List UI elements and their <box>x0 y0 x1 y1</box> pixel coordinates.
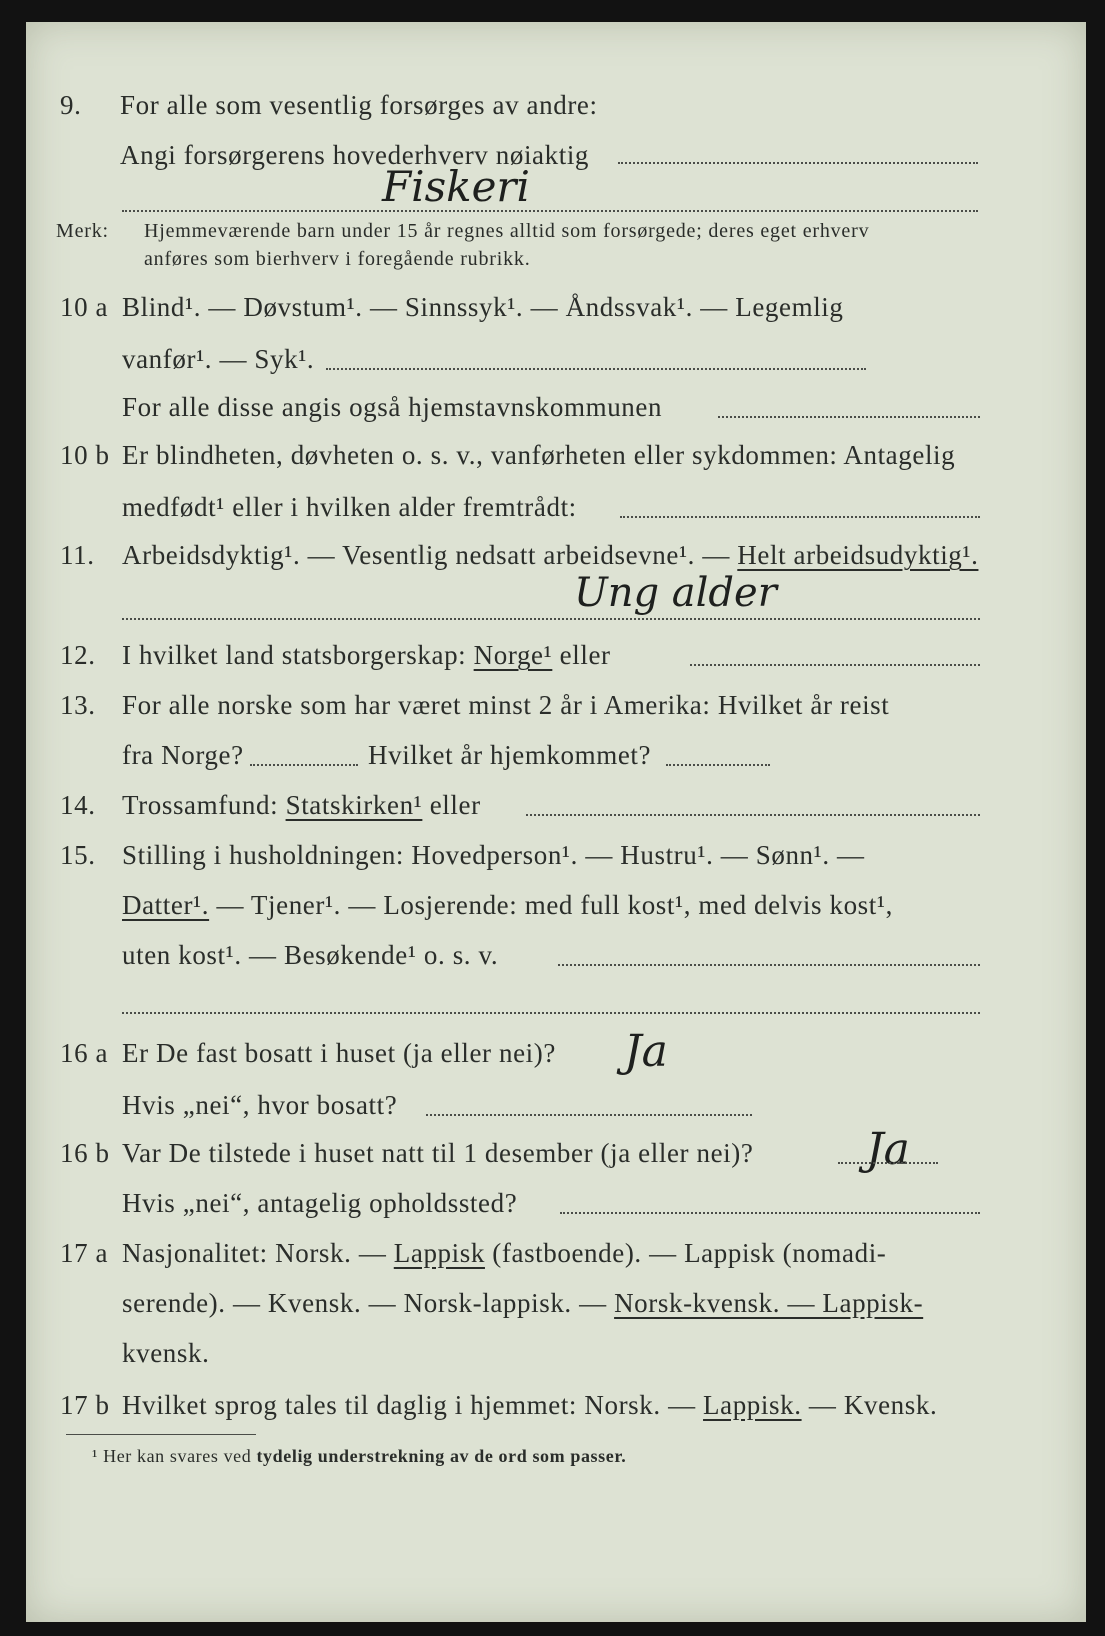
q17a-underlined-option2: Norsk-kvensk. — Lappisk- <box>614 1288 924 1318</box>
q12-text: I hvilket land statsborgerskap: <box>122 640 474 670</box>
q13-line2b: Hvilket år hjemkommet? <box>368 740 652 770</box>
q16b-number: 16 b <box>60 1138 110 1168</box>
q10b-line1: Er blindheten, døvheten o. s. v., vanførheten eller sykdommen: Antagelig <box>122 440 956 470</box>
q9-answer-line1 <box>618 162 978 164</box>
q16b-line1: Var De tilstede i huset natt til 1 desember (ja eller nei)? <box>122 1138 754 1168</box>
q17b-underlined-option: Lappisk. <box>703 1390 802 1420</box>
q17b-text-end: — Kvensk. <box>801 1390 938 1420</box>
q14-text-end: eller <box>422 790 481 820</box>
q15-line2: — Tjener¹. — Losjerende: med full kost¹, med delvis kost¹, <box>209 890 893 920</box>
q16b-answer-line <box>838 1162 938 1164</box>
q17a-number: 17 a <box>60 1238 109 1268</box>
q12-text-end: eller <box>552 640 611 670</box>
q9-answer-line2 <box>122 210 978 212</box>
q16b-place-line <box>560 1212 980 1214</box>
q15-number: 15. <box>60 840 96 870</box>
footnote-mark: ¹ <box>92 1446 98 1466</box>
q10a-number: 10 a <box>60 292 109 322</box>
q16a-line1: Er De fast bosatt i huset (ja eller nei)? <box>122 1038 556 1068</box>
q11-text: Arbeidsdyktig¹. — Vesentlig nedsatt arbeidsevne¹. — <box>122 540 738 570</box>
q9-number: 9. <box>60 90 82 120</box>
q13-line1: For alle norske som har været minst 2 år i Amerika: Hvilket år reist <box>122 690 890 720</box>
q10a-line3: For alle disse angis også hjemstavnskommunen <box>122 392 663 422</box>
q12-answer-line <box>690 664 980 666</box>
q15-underlined-option: Datter¹. <box>122 890 210 920</box>
footnote-text: Her kan svares ved <box>103 1446 257 1466</box>
q12-number: 12. <box>60 640 96 670</box>
q16b-line2: Hvis „nei“, antagelig opholdssted? <box>122 1188 518 1218</box>
q11-number: 11. <box>60 540 95 570</box>
q15-answer-line2 <box>122 1012 980 1014</box>
q16b-handwritten-answer: Ja <box>866 1124 910 1175</box>
q13-reist-line <box>250 764 358 766</box>
q10a-home-line <box>718 416 980 418</box>
q10b-line2: medfødt¹ eller i hvilken alder fremtrådt: <box>122 492 577 522</box>
q14-answer-line <box>526 814 980 816</box>
q13-line2a: fra Norge? <box>122 740 244 770</box>
q11-handwritten-answer: Ung alder <box>574 570 777 616</box>
q17a-text: Nasjonalitet: Norsk. — <box>122 1238 394 1268</box>
q9-line1: For alle som vesentlig forsørges av andre: <box>120 90 598 120</box>
footnote <box>92 1446 626 1467</box>
footnote-rule <box>66 1434 256 1435</box>
q16a-answer-line <box>426 1114 752 1116</box>
q9-line2: Angi forsørgerens hovederhverv nøiaktig <box>120 140 590 170</box>
q10a-answer-line <box>326 368 866 370</box>
merk-line1: Hjemmeværende barn under 15 år regnes alltid som forsørgede; deres eget erhverv <box>144 220 870 242</box>
merk-label: Merk: <box>56 220 109 242</box>
q10b-number: 10 b <box>60 440 110 470</box>
q10a-line2: vanfør¹. — Syk¹. <box>122 344 315 374</box>
q10a-line1: Blind¹. — Døvstum¹. — Sinnssyk¹. — Åndssvak¹. — Legemlig <box>122 292 844 322</box>
q17b-text: Hvilket sprog tales til daglig i hjemmet: Norsk. — <box>122 1390 704 1420</box>
q16a-line2: Hvis „nei“, hvor bosatt? <box>122 1090 398 1120</box>
q16a-handwritten-answer: Ja <box>624 1026 668 1077</box>
q17a-underlined-option: Lappisk <box>393 1238 485 1268</box>
q17a-line3: kvensk. <box>122 1338 210 1368</box>
q17a-text-end: (fastboende). — Lappisk (nomadi- <box>484 1238 887 1268</box>
q10b-answer-line <box>620 516 980 518</box>
q15-answer-line1 <box>558 964 980 966</box>
q17b-number: 17 b <box>60 1390 110 1420</box>
footnote-bold-text: tydelig understrekning av de ord som passer. <box>256 1446 627 1466</box>
q12-underlined-option: Norge¹ <box>473 640 553 670</box>
q15-line1: Stilling i husholdningen: Hovedperson¹. — Hustru¹. — Sønn¹. — <box>122 840 865 870</box>
q17a-line2: serende). — Kvensk. — Norsk-lappisk. — <box>122 1288 615 1318</box>
q9-handwritten-answer: Fiskeri <box>382 162 530 211</box>
q14-text: Trossamfund: <box>122 790 286 820</box>
q14-underlined-option: Statskirken¹ <box>285 790 423 820</box>
q13-hjem-line <box>666 764 770 766</box>
q16a-number: 16 a <box>60 1038 109 1068</box>
q11-answer-line <box>122 618 980 620</box>
q15-line3: uten kost¹. — Besøkende¹ o. s. v. <box>122 940 499 970</box>
census-form-page <box>26 22 1086 1622</box>
q13-number: 13. <box>60 690 96 720</box>
q11-underlined-option: Helt arbeidsudyktig¹. <box>737 540 979 570</box>
q14-number: 14. <box>60 790 96 820</box>
merk-line2: anføres som bierhverv i foregående rubrikk. <box>144 248 531 270</box>
